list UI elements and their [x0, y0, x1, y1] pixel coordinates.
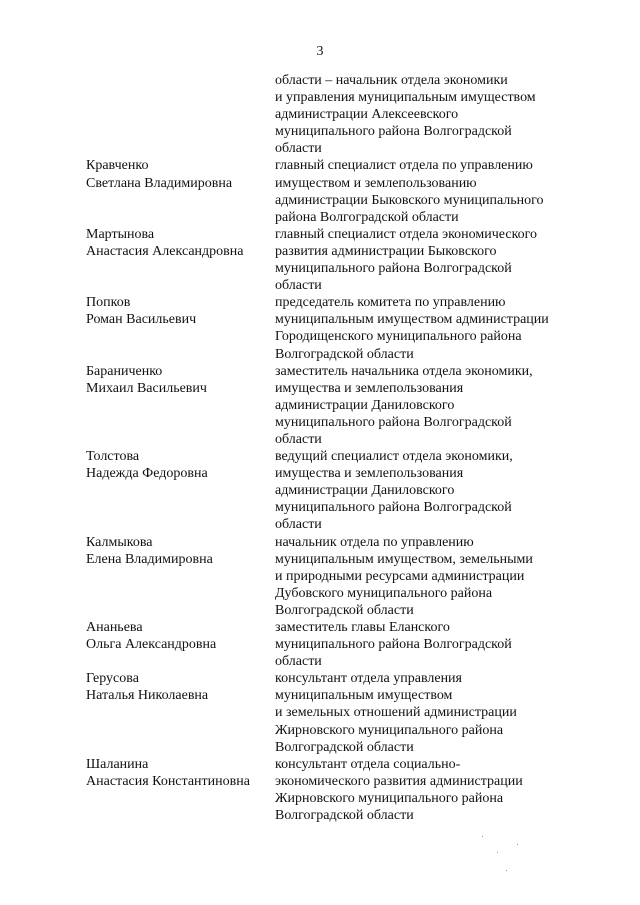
member-name [86, 226, 272, 260]
position-line: начальник отдела по управлению [275, 534, 474, 550]
page-number: 3 [316, 44, 324, 59]
member-name [86, 157, 272, 191]
scan-speck [482, 836, 483, 837]
member-position [275, 670, 595, 755]
member-position [275, 619, 595, 670]
position-line: администрации Даниловского [275, 483, 455, 499]
position-line: области [275, 517, 322, 533]
position-line: муниципальным имуществом администрации [275, 312, 549, 328]
position-line: заместитель главы Еланского [275, 620, 450, 635]
position-line: имущества и землепользования [275, 466, 464, 482]
position-line: района Волгоградской области [275, 209, 459, 225]
member-given-names: Наталья Николаевна [86, 688, 209, 704]
member-surname: Толстова [86, 449, 140, 465]
position-line: Жирновского муниципального района [275, 790, 504, 806]
member-given-names: Анастасия Константиновна [86, 773, 250, 789]
member-surname: Бараниченко [86, 363, 163, 379]
member-surname: Шаланина [86, 756, 149, 772]
position-line: Дубовского муниципального района [275, 585, 493, 601]
member-position [275, 226, 595, 294]
position-line: области – начальник отдела экономики [275, 73, 508, 88]
position-line: администрации Быковского муниципального [275, 192, 544, 208]
member-entry [0, 534, 640, 619]
position-line: муниципального района Волгоградской [275, 637, 512, 653]
member-given-names: Светлана Владимировна [86, 175, 233, 191]
position-line: муниципальным имуществом [275, 688, 453, 704]
member-position [275, 756, 595, 824]
position-line: главный специалист отдела по управлению [275, 158, 533, 174]
members-list [0, 72, 640, 824]
member-surname: Герусова [86, 671, 139, 687]
member-given-names: Надежда Федоровна [86, 466, 208, 482]
position-line: муниципальным имуществом, земельными [275, 551, 533, 567]
position-line: имущества и землепользования [275, 380, 464, 396]
member-surname: Мартынова [86, 226, 155, 242]
position-line: Городищенского муниципального района [275, 329, 522, 345]
member-position [275, 448, 595, 533]
member-name [86, 448, 272, 482]
continuation-entry [0, 72, 640, 157]
member-position [275, 294, 595, 362]
position-line: и земельных отношений администрации [275, 705, 517, 721]
member-given-names: Елена Владимировна [86, 551, 213, 567]
member-entry [0, 756, 640, 824]
position-line: заместитель начальника отдела экономики, [275, 363, 533, 379]
position-line: консультант отдела социально- [275, 756, 461, 772]
position-line: и управления муниципальным имуществом [275, 90, 536, 106]
position-line: области [275, 654, 322, 670]
position-line: области [275, 431, 322, 447]
scan-speck [497, 852, 498, 853]
position-line: Волгоградской области [275, 739, 414, 755]
member-entry [0, 294, 640, 362]
position-line: Жирновского муниципального района [275, 722, 504, 738]
member-surname: Кравченко [86, 158, 149, 174]
member-entry [0, 363, 640, 448]
continuation-position [275, 72, 595, 157]
member-position [275, 157, 595, 225]
position-line: и природными ресурсами администрации [275, 568, 525, 584]
position-line: области [275, 278, 322, 294]
position-line: Волгоградской области [275, 346, 414, 362]
position-line: развития администрации Быковского [275, 243, 497, 259]
member-name [86, 294, 272, 328]
position-line: муниципального района Волгоградской [275, 261, 512, 277]
position-line: Волгоградской области [275, 808, 414, 824]
position-line: муниципального района Волгоградской [275, 124, 512, 140]
member-given-names: Ольга Александровна [86, 637, 217, 653]
member-entry [0, 670, 640, 755]
scan-speck [506, 870, 507, 871]
member-surname: Калмыкова [86, 534, 153, 550]
position-line: имуществом и землепользованию [275, 175, 477, 191]
member-surname: Ананьева [86, 620, 143, 635]
position-line: председатель комитета по управлению [275, 295, 506, 311]
position-line: муниципального района Волгоградской [275, 414, 512, 430]
member-surname: Попков [86, 295, 131, 311]
position-line: муниципального района Волгоградской [275, 500, 512, 516]
member-given-names: Михаил Васильевич [86, 380, 207, 396]
position-line: Волгоградской области [275, 602, 414, 618]
position-line: администрации Даниловского [275, 397, 455, 413]
member-name [86, 756, 272, 790]
position-line: главный специалист отдела экономического [275, 226, 538, 242]
member-entry [0, 619, 640, 670]
position-line: области [275, 141, 322, 157]
position-line: консультант отдела управления [275, 671, 462, 687]
member-entry [0, 226, 640, 294]
member-name [86, 363, 272, 397]
member-name [86, 670, 272, 704]
member-entry [0, 448, 640, 533]
member-given-names: Анастасия Александровна [86, 243, 244, 259]
member-position [275, 363, 595, 448]
position-line: ведущий специалист отдела экономики, [275, 449, 513, 465]
member-name [86, 619, 272, 653]
scan-speck [517, 844, 518, 845]
position-line: администрации Алексеевского [275, 107, 459, 123]
member-position [275, 534, 595, 619]
position-line: экономического развития администрации [275, 773, 523, 789]
member-entry [0, 157, 640, 225]
member-name [86, 534, 272, 568]
member-given-names: Роман Васильевич [86, 312, 197, 328]
